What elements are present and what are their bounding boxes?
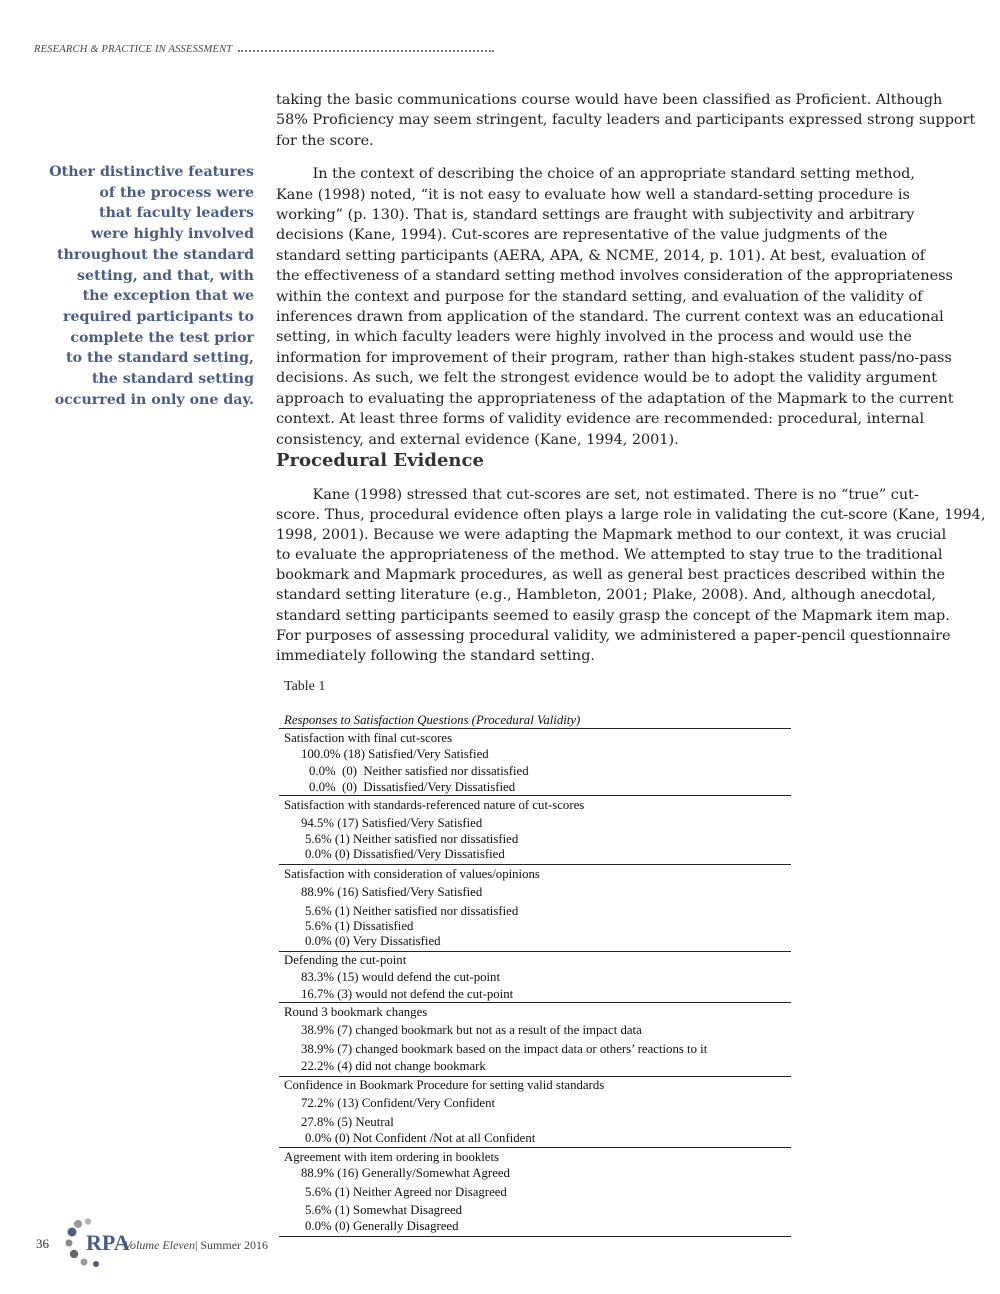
- table-row: 0.0% (0) Dissatisfied/Very Dissatisfied: [305, 847, 505, 861]
- table-row: 0.0% (0) Generally Disagreed: [305, 1219, 459, 1233]
- table-row: 94.5% (17) Satisfied/Very Satisfied: [301, 816, 483, 830]
- table-section-heading: Confidence in Bookmark Procedure for setting valid standards: [284, 1078, 605, 1092]
- table-row: 16.7% (3) would not defend the cut-point: [301, 987, 514, 1001]
- paragraph-line: context. At least three forms of validity evidence are recommended: procedural, internal: [276, 411, 925, 428]
- paragraph-line: Kane (1998) stressed that cut-scores are set, not estimated. There is no “true” cut-: [276, 487, 919, 503]
- paragraph-line: For purposes of assessing procedural validity, we administered a paper-pencil questionnaire: [276, 627, 951, 644]
- pull-quote-line: that faculty leaders: [99, 205, 254, 222]
- body-text-top: [276, 90, 976, 450]
- paragraph-line: setting, in which faculty leaders were highly involved in the process and would use the: [276, 329, 912, 346]
- running-head: [34, 44, 494, 55]
- table-row: 5.6% (1) Neither Agreed nor Disagreed: [305, 1185, 507, 1199]
- table-row: 72.2% (13) Confident/Very Confident: [301, 1096, 496, 1110]
- table-section: [279, 1148, 791, 1237]
- running-head-dotted-rule: [238, 50, 494, 52]
- paragraph-line: information for improvement of their program, rather than high-stakes student pass/no-pass: [276, 349, 952, 366]
- paragraph-line: inferences drawn from application of the standard. The current context was an educational: [276, 309, 944, 326]
- pull-quote-line: occurred in only one day.: [54, 391, 254, 408]
- table-row: 5.6% (1) Neither satisfied nor dissatisfied: [305, 904, 519, 918]
- table-row: 27.8% (5) Neutral: [301, 1115, 394, 1129]
- table-row: 83.3% (15) would defend the cut-point: [301, 970, 501, 984]
- pull-quote-line: the exception that we: [82, 288, 254, 305]
- page-footer: [36, 1218, 336, 1268]
- paragraph-line: approach to evaluating the appropriateness of the adaptation of the Mapmark to the current: [276, 390, 954, 407]
- pull-quote-line: the standard setting: [91, 371, 254, 388]
- paragraph-line: the effectiveness of a standard setting method involves consideration of the appropriateness: [276, 268, 953, 285]
- body-text-procedural: [276, 485, 986, 666]
- pull-quote-line: complete the test prior: [70, 329, 254, 346]
- table-section-heading: Satisfaction with final cut-scores: [284, 731, 453, 745]
- table-row: 38.9% (7) changed bookmark but not as a result of the impact data: [301, 1023, 642, 1037]
- table-row: 100.0% (18) Satisfied/Very Satisfied: [301, 747, 489, 761]
- section-heading-procedural-evidence: Procedural Evidence: [276, 450, 484, 471]
- satisfaction-table: [279, 712, 791, 1237]
- paragraph-validity-context: [276, 164, 954, 450]
- paragraph-line: for the score.: [276, 132, 374, 149]
- table-row: 88.9% (16) Satisfied/Very Satisfied: [301, 885, 483, 899]
- table-row: 5.6% (1) Dissatisfied: [305, 919, 414, 933]
- table-row: 0.0% (0) Very Dissatisfied: [305, 934, 441, 948]
- paragraph-line: bookmark and Mapmark procedures, as well as general best practices described within the: [276, 567, 946, 584]
- issue-info: [124, 1238, 268, 1253]
- issue-label: | Summer 2016: [194, 1238, 269, 1252]
- table-row: 0.0% (0) Not Confident /Not at all Confident: [305, 1131, 536, 1145]
- pull-quote-line: were highly involved: [90, 226, 254, 243]
- paragraph-line: 1998, 2001). Because we were adapting the Mapmark method to our context, it was crucial: [276, 527, 947, 544]
- pull-quote-line: to the standard setting,: [66, 350, 254, 367]
- pull-quote-line: of the process were: [99, 184, 254, 201]
- table-section-heading: Satisfaction with consideration of values/opinions: [284, 867, 540, 881]
- paragraph-line: working” (p. 130). That is, standard settings are fraught with subjectivity and arbitrary: [276, 207, 915, 224]
- page-number: 36: [36, 1236, 49, 1251]
- paragraph-procedural-evidence: [276, 485, 986, 666]
- table-section-heading: Round 3 bookmark changes: [284, 1005, 428, 1019]
- table-row: 0.0% (0) Neither satisfied nor dissatisfied: [309, 764, 529, 778]
- table-row: 88.9% (16) Generally/Somewhat Agreed: [301, 1166, 510, 1180]
- paragraph-line: standard setting literature (e.g., Hambleton, 2001; Plake, 2008). And, although anecdotal,: [276, 587, 936, 604]
- pull-quote-line: required participants to: [63, 308, 254, 325]
- table-row: 5.6% (1) Neither satisfied nor dissatisfied: [305, 832, 519, 846]
- pull-quote-line: Other distinctive features: [49, 164, 254, 180]
- paragraph-line: score. Thus, procedural evidence often plays a large role in validating the cut-score (Kane, 1994,: [276, 507, 986, 524]
- paragraph-line: within the context and purpose for the standard setting, and evaluation of the validity of: [276, 288, 923, 305]
- table-section-heading: Agreement with item ordering in booklets: [284, 1150, 500, 1164]
- table-section: [279, 865, 791, 952]
- svg-text:RPA: RPA: [86, 1230, 130, 1255]
- paragraph-line: immediately following the standard setting.: [276, 647, 595, 664]
- table-row: 38.9% (7) changed bookmark based on the impact data or others’ reactions to it: [301, 1042, 708, 1056]
- table-row: 22.2% (4) did not change bookmark: [301, 1059, 486, 1073]
- paragraph-line: standard setting participants seemed to easily grasp the concept of the Mapmark item map.: [276, 607, 950, 624]
- pull-quote: [40, 162, 254, 410]
- table-section: [279, 952, 791, 1003]
- table-section: [279, 1003, 791, 1077]
- paragraph-line: In the context of describing the choice of an appropriate standard setting method,: [276, 166, 915, 183]
- paragraph-line: to evaluate the appropriateness of the method. We attempted to stay true to the traditional: [276, 547, 943, 564]
- pull-quote-line: throughout the standard: [56, 246, 254, 263]
- table-caption: Responses to Satisfaction Questions (Procedural Validity): [279, 712, 791, 729]
- table-section-heading: Defending the cut-point: [284, 953, 407, 967]
- table-row: 5.6% (1) Somewhat Disagreed: [305, 1203, 463, 1217]
- volume-label: Volume Eleven: [124, 1238, 195, 1252]
- paragraph-line: consistency, and external evidence (Kane, 1994, 2001).: [276, 431, 679, 448]
- table-label: Table 1: [284, 679, 326, 694]
- paragraph-line: standard setting participants (AERA, APA, & NCME, 2014, p. 101). At best, evaluation of: [276, 247, 926, 264]
- paragraph-line: decisions (Kane, 1994). Cut-scores are representative of the value judgments of the: [276, 227, 888, 244]
- paragraph-continuation: [276, 90, 976, 151]
- running-head-text: RESEARCH & PRACTICE IN ASSESSMENT: [34, 44, 233, 55]
- table-section: [279, 729, 791, 796]
- table-section-heading: Satisfaction with standards-referenced nature of cut-scores: [284, 798, 585, 812]
- table-row: 0.0% (0) Dissatisfied/Very Dissatisfied: [309, 780, 516, 794]
- paragraph-line: taking the basic communications course would have been classified as Proficient. Although: [276, 92, 943, 108]
- paragraph-line: decisions. As such, we felt the strongest evidence would be to adopt the validity argument: [276, 370, 938, 387]
- paragraph-line: Kane (1998) noted, “it is not easy to evaluate how well a standard-setting procedure is: [276, 186, 910, 203]
- table-section: [279, 796, 791, 865]
- table-section: [279, 1077, 791, 1148]
- paragraph-line: 58% Proficiency may seem stringent, faculty leaders and participants expressed strong support: [276, 112, 976, 129]
- pull-quote-line: setting, and that, with: [77, 267, 254, 284]
